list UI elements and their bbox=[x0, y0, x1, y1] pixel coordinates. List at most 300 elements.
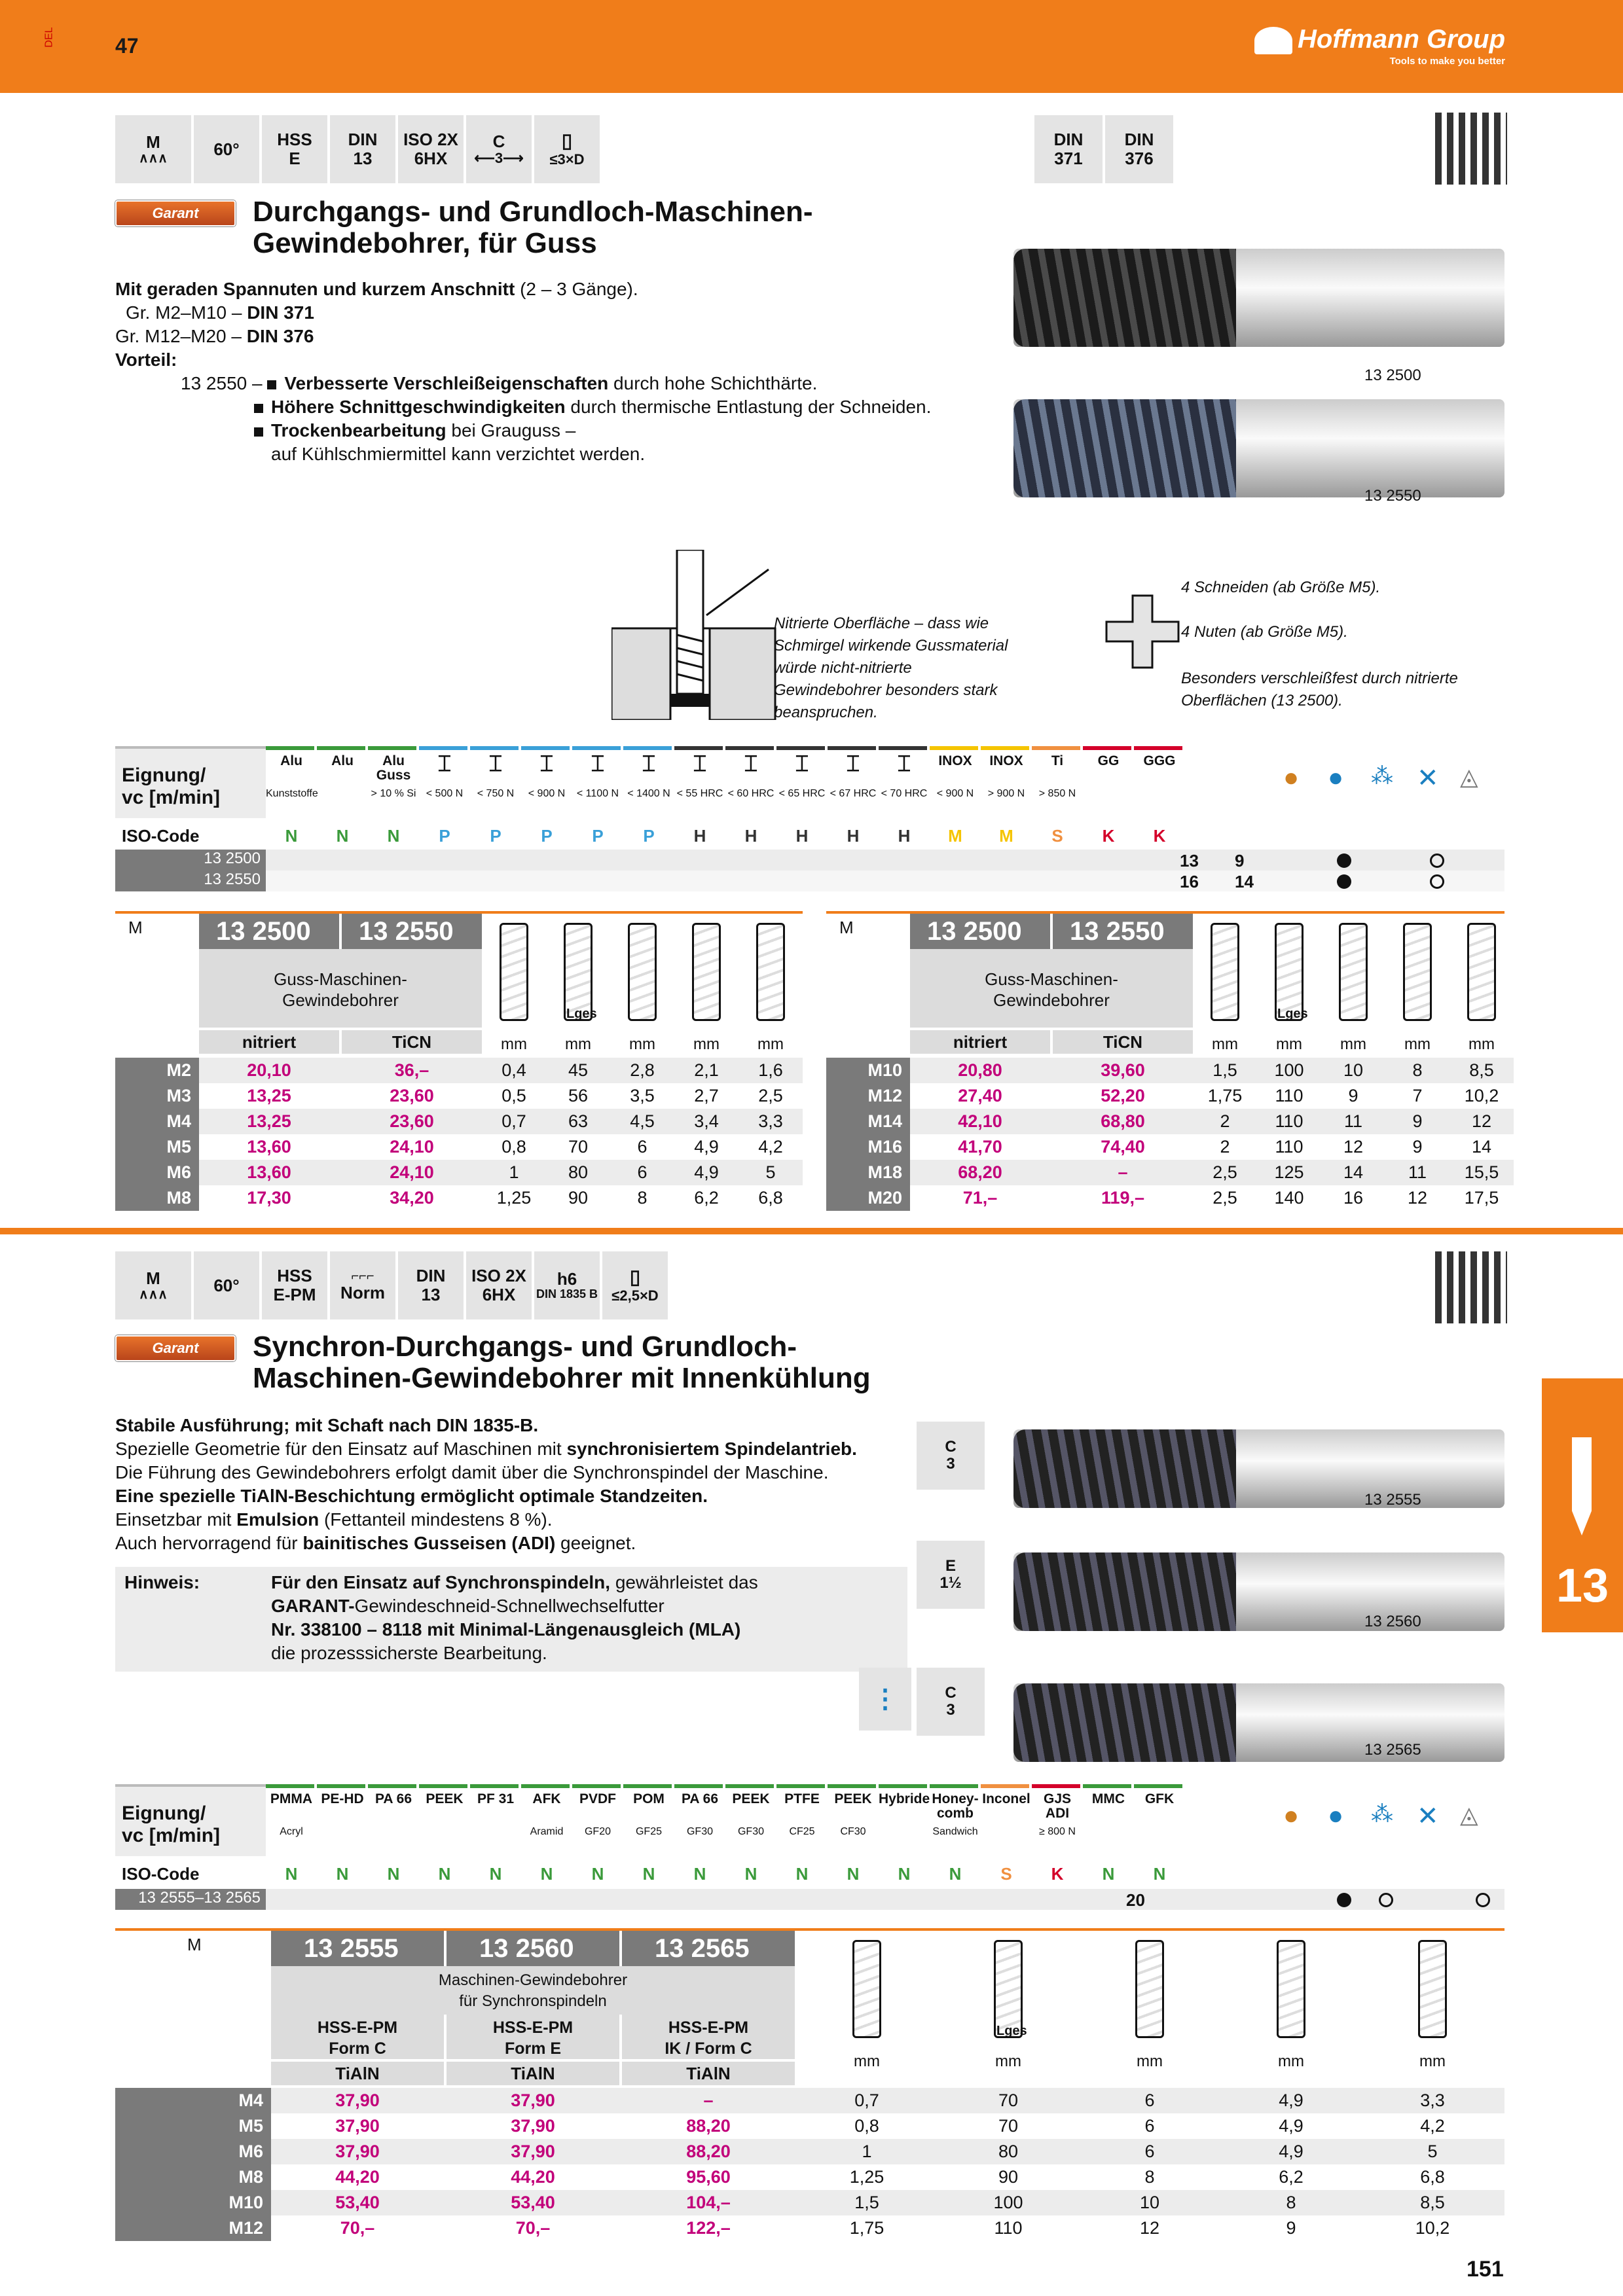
ggg-val-1: 9 bbox=[1235, 851, 1245, 870]
dim-cell: 80 bbox=[568, 1162, 589, 1182]
dot-full bbox=[1337, 874, 1351, 889]
dim-cell: 2,8 bbox=[630, 1060, 655, 1080]
dim-cell: 2,7 bbox=[694, 1086, 719, 1105]
dim-cell: 8,5 bbox=[1420, 2193, 1445, 2212]
price-cell: 13,25 bbox=[247, 1086, 291, 1105]
unit-cell: mm bbox=[1212, 1035, 1238, 1053]
spec-icons-2 bbox=[115, 1251, 668, 1319]
dim-cell: 11 bbox=[1408, 1162, 1427, 1182]
material-col-title: PF 31 bbox=[477, 1791, 515, 1806]
dim-cell: 3,3 bbox=[758, 1111, 783, 1131]
material-col-title: PEEK bbox=[732, 1791, 770, 1806]
tap-image-132500 bbox=[1013, 249, 1504, 347]
dim-cell: 3,4 bbox=[694, 1111, 719, 1131]
sub-header-2: TiCN bbox=[342, 1030, 482, 1054]
dim-cell: 3,3 bbox=[1420, 2090, 1445, 2110]
material-col-title: Alu bbox=[331, 753, 354, 768]
price-cell: 23,60 bbox=[390, 1086, 434, 1105]
price-cell: 39,60 bbox=[1101, 1060, 1145, 1080]
price-cell: 74,40 bbox=[1101, 1137, 1145, 1157]
material-col-title: Inconel bbox=[982, 1791, 1030, 1806]
material-col-title: Alu bbox=[280, 753, 302, 768]
metric-thread-icon: M ∧∧∧ bbox=[115, 1251, 191, 1319]
dim-cell: 2,1 bbox=[694, 1060, 719, 1080]
unit-cell: mm bbox=[501, 1035, 527, 1053]
size-cell: M10 bbox=[826, 1058, 910, 1083]
dim-cell: 9 bbox=[1286, 2218, 1296, 2238]
tool-caption-132550: 13 2550 bbox=[1364, 487, 1421, 505]
material-col-sub: < 55 HRC bbox=[676, 788, 723, 799]
dim-cell: 9 bbox=[1348, 1086, 1359, 1105]
price-cell: 53,40 bbox=[511, 2193, 555, 2212]
dim-cell: 110 bbox=[1275, 1086, 1304, 1105]
iso-code-cell: N bbox=[1153, 1864, 1166, 1884]
dim-cell: 7 bbox=[1412, 1086, 1423, 1105]
unit-cell: mm bbox=[1419, 2053, 1446, 2070]
dim-cell: 8 bbox=[1412, 1060, 1423, 1080]
dim-cell: 4,9 bbox=[694, 1162, 719, 1182]
sub-header-1: nitriert bbox=[199, 1030, 339, 1054]
dim-cell: 12 bbox=[1343, 1137, 1364, 1157]
material-col-bar bbox=[419, 1784, 467, 1788]
dim-cell: 2,5 bbox=[1213, 1188, 1237, 1208]
iso-code-cell: N bbox=[591, 1864, 604, 1884]
nitride-note: Nitrierte Oberfläche – dass wie Schmirgel wirkende Gussmaterial würde nicht-nitrierte Gewindebohrer besonders stark beanspruchen. bbox=[774, 615, 1008, 721]
din-icons bbox=[1034, 115, 1173, 183]
form-e-icon: E 1½ bbox=[917, 1541, 985, 1609]
price-cell: 23,60 bbox=[390, 1111, 434, 1131]
dim-cell: 0,7 bbox=[501, 1111, 526, 1131]
dot-full bbox=[1337, 1893, 1351, 1907]
angle-icon: 60° bbox=[194, 115, 259, 183]
material-col-bar bbox=[879, 746, 927, 750]
desc-line-2: Gewindebohrer bbox=[282, 990, 399, 1010]
norm-icon: ⌐⌐⌐ Norm bbox=[330, 1251, 395, 1319]
iso-code-cell: N bbox=[438, 1864, 451, 1884]
material-col-title: PTFE bbox=[784, 1791, 820, 1806]
chapter-tab[interactable] bbox=[1542, 1378, 1623, 1632]
material-col-bar bbox=[368, 1784, 416, 1788]
square-icon bbox=[1403, 923, 1432, 1021]
iso-code-cell: N bbox=[336, 1864, 349, 1884]
form-header bbox=[271, 2015, 444, 2059]
dim-cell: 2,5 bbox=[1213, 1162, 1237, 1182]
material-col-bar bbox=[776, 746, 825, 750]
dim-cell: 2 bbox=[1220, 1111, 1230, 1131]
iso-code-label: ISO-Code bbox=[122, 826, 200, 846]
dim-cell: 6 bbox=[1144, 2090, 1155, 2110]
material-col-sub: GF25 bbox=[635, 1826, 662, 1837]
shank-diameter-icon bbox=[1339, 923, 1368, 1021]
material-col-bar bbox=[776, 1784, 825, 1788]
iso-code-cell: N bbox=[693, 1864, 706, 1884]
price-cell: 13,60 bbox=[247, 1137, 291, 1157]
lges-label: Lges bbox=[996, 2024, 1027, 2038]
price-cell: 71,– bbox=[962, 1188, 998, 1208]
material-col-bar bbox=[623, 1784, 672, 1788]
price-cell: 20,80 bbox=[958, 1060, 1002, 1080]
price-cell: – bbox=[1118, 1162, 1128, 1182]
dim-cell: 80 bbox=[998, 2142, 1019, 2161]
price-cell: 37,90 bbox=[511, 2116, 555, 2136]
material-glyph-icon: ⌶ bbox=[539, 751, 554, 776]
material-col-sub: < 70 HRC bbox=[881, 788, 928, 799]
dim-cell: 2 bbox=[1220, 1137, 1230, 1157]
spec-icons-1 bbox=[115, 115, 600, 183]
iso-code-cell: N bbox=[1102, 1864, 1115, 1884]
iso-code-cell: P bbox=[541, 826, 553, 846]
material-col-sub: < 500 N bbox=[426, 788, 464, 799]
dim-cell: 14 bbox=[1471, 1137, 1492, 1157]
emulsion-icon: ● bbox=[1328, 763, 1344, 792]
dim-cell: 4,2 bbox=[1420, 2116, 1445, 2136]
metric-thread-icon: M ∧∧∧ bbox=[115, 115, 191, 183]
lges-label: Lges bbox=[1277, 1007, 1308, 1021]
dim-cell: 12 bbox=[1407, 1188, 1428, 1208]
size-cell: M6 bbox=[115, 1160, 199, 1185]
dim-cell: 9 bbox=[1412, 1137, 1423, 1157]
price-cell: 68,80 bbox=[1101, 1111, 1145, 1131]
air-icon: ◬ bbox=[1460, 1801, 1478, 1828]
material-col-title: GFK bbox=[1144, 1791, 1175, 1806]
tap-image-132550 bbox=[1013, 399, 1504, 497]
dim-cell: 100 bbox=[1274, 1060, 1304, 1080]
dim-cell: 9 bbox=[1412, 1111, 1423, 1131]
material-col-bar bbox=[981, 746, 1029, 750]
iso-code-cell: K bbox=[1102, 826, 1115, 846]
iso-code-cell: P bbox=[439, 826, 450, 846]
material-col-sub: CF30 bbox=[840, 1826, 866, 1837]
din-icon: DIN 13 bbox=[330, 115, 395, 183]
dim-cell: 6 bbox=[637, 1137, 647, 1157]
chamfer-icon: C ⟵3⟶ bbox=[466, 115, 532, 183]
price-cell: 104,– bbox=[686, 2193, 731, 2212]
material-glyph-icon: ⌶ bbox=[744, 751, 758, 776]
material-col-bar bbox=[879, 1784, 927, 1788]
air-icon: ◬ bbox=[1460, 763, 1478, 790]
desc-line-2: Gewindebohrer bbox=[993, 990, 1110, 1010]
size-cell: M5 bbox=[115, 1134, 199, 1160]
desc-line-2: für Synchronspindeln bbox=[459, 1992, 607, 2010]
dim-cell: 8 bbox=[1144, 2167, 1155, 2187]
iso-code-cell: M bbox=[948, 826, 962, 846]
unit-cell: mm bbox=[629, 1035, 655, 1053]
dim-cell: 0,4 bbox=[501, 1060, 526, 1080]
product-desc bbox=[199, 949, 482, 1028]
note-flutes: 4 Nuten (ab Größe M5). bbox=[1181, 623, 1348, 641]
material-col-title: PA 66 bbox=[374, 1791, 412, 1806]
price-cell: 20,10 bbox=[247, 1060, 291, 1080]
material-col-bar bbox=[1032, 1784, 1080, 1788]
dim-cell: 6,8 bbox=[1420, 2167, 1445, 2187]
dim-cell: 1,75 bbox=[1207, 1086, 1243, 1105]
material-col-bar bbox=[266, 746, 314, 750]
price-cell: 88,20 bbox=[686, 2116, 731, 2136]
unit-cell: mm bbox=[1137, 2053, 1163, 2070]
price-cell: 53,40 bbox=[335, 2193, 380, 2212]
material-col-sub: > 10 % Si bbox=[371, 788, 416, 799]
dim-cell: 5 bbox=[765, 1162, 776, 1182]
brand-logo bbox=[1254, 25, 1505, 67]
material-col-title: GGG bbox=[1143, 753, 1176, 768]
dim-cell: 1 bbox=[862, 2142, 872, 2161]
price-cell: 119,– bbox=[1101, 1188, 1145, 1208]
material-col-title: Hybride bbox=[879, 1791, 930, 1806]
dim-cell: 0,7 bbox=[854, 2090, 879, 2110]
dim-cell: 4,5 bbox=[630, 1111, 655, 1131]
form-line-2: Form C bbox=[329, 2039, 386, 2058]
form-c-icon: C 3 bbox=[917, 1422, 985, 1490]
article-header-1: 13 2500 bbox=[910, 914, 1050, 949]
unit-cell: mm bbox=[1276, 1035, 1302, 1053]
dim-cell: 4,2 bbox=[758, 1137, 783, 1157]
material-col-title: GJS ADI bbox=[1043, 1791, 1072, 1821]
note-cutting-edges: 4 Schneiden (ab Größe M5). bbox=[1181, 579, 1381, 596]
tap-in-hole-diagram bbox=[611, 550, 782, 720]
tap-image-132565 bbox=[1013, 1683, 1504, 1762]
del-mark: DEL bbox=[43, 27, 55, 48]
material-col-title: INOX bbox=[989, 753, 1023, 768]
material-col-title: Honey-comb bbox=[932, 1791, 979, 1821]
dim-cell: 6 bbox=[1144, 2116, 1155, 2136]
material-col-sub: Acryl bbox=[280, 1826, 303, 1837]
price-cell: 24,10 bbox=[390, 1162, 434, 1182]
brand-name: Hoffmann Group bbox=[1297, 25, 1505, 54]
price-cell: 37,90 bbox=[511, 2142, 555, 2161]
iso-code-cell: H bbox=[795, 826, 809, 846]
thread-profile-icon bbox=[500, 923, 528, 1021]
dim-cell: 14 bbox=[1343, 1162, 1364, 1182]
drill-hole-icon bbox=[1467, 923, 1496, 1021]
size-cell: M8 bbox=[115, 1185, 199, 1211]
garant-logo: Garant bbox=[115, 1335, 236, 1361]
hint-label: Hinweis: bbox=[124, 1572, 200, 1592]
garant-logo: Garant bbox=[115, 200, 236, 226]
unit-cell: mm bbox=[1340, 1035, 1366, 1053]
suit-row-132500: 13 2500 bbox=[115, 850, 266, 870]
hint-text: Für den Einsatz auf Synchronspindeln, gewährleistet das GARANT-Gewindeschneid-Schnellwechselfutter Nr. 338100 – 8118 mit Minimal-Längenausgleich (MLA) die prozesssicherste Bearbeitung. bbox=[271, 1572, 758, 1663]
price-cell: – bbox=[703, 2090, 714, 2110]
price-cell: 27,40 bbox=[958, 1086, 1002, 1105]
iso-code-label: ISO-Code bbox=[122, 1864, 200, 1884]
material-col-bar bbox=[419, 746, 467, 750]
price-cell: 37,90 bbox=[335, 2116, 380, 2136]
article-header: 13 2565 bbox=[622, 1931, 795, 1966]
gg-val-1: 13 bbox=[1180, 851, 1199, 870]
material-col-sub: GF20 bbox=[584, 1826, 611, 1837]
price-cell: 37,90 bbox=[335, 2090, 380, 2110]
form-c-icon-2: C 3 bbox=[917, 1668, 985, 1736]
dim-cell: 16 bbox=[1343, 1188, 1364, 1208]
material-col-sub: < 750 N bbox=[477, 788, 515, 799]
dim-cell: 12 bbox=[1471, 1111, 1492, 1131]
iso-code-cell: H bbox=[847, 826, 860, 846]
material-col-title: POM bbox=[633, 1791, 665, 1806]
dim-cell: 110 bbox=[1275, 1137, 1304, 1157]
unit-cell: mm bbox=[565, 1035, 591, 1053]
dim-cell: 6,8 bbox=[758, 1188, 783, 1208]
price-cell: 24,10 bbox=[390, 1137, 434, 1157]
shank-diameter-icon bbox=[1135, 1940, 1164, 2038]
size-cell: M14 bbox=[826, 1109, 910, 1134]
dim-cell: 1,5 bbox=[854, 2193, 879, 2212]
dim-cell: 10 bbox=[1343, 1060, 1364, 1080]
form-line-1: HSS-E-PM bbox=[668, 2018, 749, 2037]
material-col-sub: > 850 N bbox=[1038, 788, 1076, 799]
price-cell: 37,90 bbox=[335, 2142, 380, 2161]
section-divider bbox=[0, 1228, 1623, 1234]
material-col-title: PA 66 bbox=[681, 1791, 719, 1806]
iso-code-cell: P bbox=[592, 826, 604, 846]
dim-cell: 110 bbox=[1275, 1111, 1304, 1131]
iso-code-cell: N bbox=[387, 826, 400, 846]
dim-cell: 90 bbox=[998, 2167, 1019, 2187]
tolerance-icon: ISO 2X 6HX bbox=[466, 1251, 532, 1319]
dim-cell: 1 bbox=[509, 1162, 519, 1182]
product-title-2: Synchron-Durchgangs- und Grundloch- Maschinen-Gewindebohrer mit Innenkühlung bbox=[253, 1331, 871, 1394]
din-icon: DIN 13 bbox=[398, 1251, 464, 1319]
dim-cell: 70 bbox=[568, 1137, 589, 1157]
dim-cell: 140 bbox=[1274, 1188, 1304, 1208]
unit-cell: mm bbox=[854, 2053, 880, 2070]
iso-code-cell: N bbox=[387, 1864, 400, 1884]
unit-cell: mm bbox=[1404, 1035, 1431, 1053]
dim-cell: 11 bbox=[1343, 1111, 1363, 1131]
dim-cell: 6 bbox=[1144, 2142, 1155, 2161]
no-coolant-icon: ✕ bbox=[1417, 1802, 1439, 1831]
iso-code-cell: N bbox=[795, 1864, 809, 1884]
sub-header-2: TiCN bbox=[1053, 1030, 1193, 1054]
price-cell: 34,20 bbox=[390, 1188, 434, 1208]
material-col-bar bbox=[725, 746, 774, 750]
material-col-sub: < 900 N bbox=[936, 788, 974, 799]
dot-ring bbox=[1379, 1893, 1393, 1907]
size-cell: M2 bbox=[115, 1058, 199, 1083]
ggg-val-2: 14 bbox=[1235, 872, 1254, 891]
iso-code-cell: N bbox=[949, 1864, 962, 1884]
material-col-bar bbox=[521, 746, 570, 750]
dry-icon: ● bbox=[1283, 1801, 1300, 1830]
page-number-left: 47 bbox=[115, 34, 139, 58]
tolerance-icon: ISO 2X 6HX bbox=[398, 115, 464, 183]
dim-cell: 12 bbox=[1139, 2218, 1160, 2238]
price-cell: 42,10 bbox=[958, 1111, 1002, 1131]
material-col-sub: < 900 N bbox=[528, 788, 566, 799]
iso-code-cell: N bbox=[898, 1864, 911, 1884]
material-col-sub: GF30 bbox=[737, 1826, 764, 1837]
material-glyph-icon: ⌶ bbox=[693, 751, 707, 776]
desc-line-1: Maschinen-Gewindebohrer bbox=[438, 1971, 628, 1989]
dim-cell: 125 bbox=[1274, 1162, 1304, 1182]
material-glyph-icon: ⌶ bbox=[795, 751, 809, 776]
size-cell: M8 bbox=[115, 2164, 271, 2190]
iso-code-cell: N bbox=[847, 1864, 860, 1884]
unit-cell: mm bbox=[1278, 2053, 1304, 2070]
dim-cell: 1,6 bbox=[758, 1060, 783, 1080]
size-cell: M12 bbox=[115, 2215, 271, 2241]
dim-cell: 90 bbox=[568, 1188, 589, 1208]
col-m: M bbox=[128, 918, 143, 937]
dim-cell: 1,25 bbox=[496, 1188, 532, 1208]
form-line-2: Form E bbox=[504, 2039, 562, 2058]
iso-code-cell: S bbox=[1051, 826, 1063, 846]
depth-icon: ▯ ≤3×D bbox=[534, 115, 600, 183]
article-header-2: 13 2550 bbox=[342, 914, 482, 949]
form-line-2: IK / Form C bbox=[665, 2039, 752, 2058]
iso-code-cell: K bbox=[1051, 1864, 1064, 1884]
price-cell: 13,60 bbox=[247, 1162, 291, 1182]
dim-cell: 10,2 bbox=[1464, 1086, 1499, 1105]
dim-cell: 5 bbox=[1427, 2142, 1438, 2161]
dim-cell: 0,8 bbox=[501, 1137, 526, 1157]
dim-cell: 0,5 bbox=[501, 1086, 526, 1105]
dim-cell: 4,9 bbox=[1279, 2142, 1304, 2161]
product-title-1: Durchgangs- und Grundloch-Maschinen- Gewindebohrer, für Guss bbox=[253, 196, 813, 259]
lges-label: Lges bbox=[566, 1007, 597, 1021]
material-col-sub: < 65 HRC bbox=[778, 788, 826, 799]
brand-tagline: Tools to make you better bbox=[1389, 56, 1505, 67]
dot-ring bbox=[1476, 1893, 1490, 1907]
material-col-title: PMMA bbox=[270, 1791, 313, 1806]
tool-caption-132560: 13 2560 bbox=[1364, 1613, 1421, 1630]
tap-icon bbox=[1565, 1437, 1598, 1535]
material-col-title: INOX bbox=[938, 753, 972, 768]
article-header: 13 2555 bbox=[271, 1931, 444, 1966]
material-col-bar bbox=[674, 1784, 723, 1788]
price-cell: 41,70 bbox=[958, 1137, 1002, 1157]
material-icon: HSS E-PM bbox=[262, 1251, 327, 1319]
dim-cell: 1,25 bbox=[849, 2167, 884, 2187]
product-desc bbox=[271, 1966, 795, 2015]
dim-cell: 110 bbox=[994, 2218, 1023, 2238]
unit-cell: mm bbox=[1468, 1035, 1495, 1053]
internal-cooling-icon: ⋮ bbox=[859, 1668, 911, 1731]
mql-icon: ⁂ bbox=[1371, 1802, 1393, 1827]
iso-code-cell: K bbox=[1153, 826, 1166, 846]
size-cell: M3 bbox=[115, 1083, 199, 1109]
price-cell: 17,30 bbox=[247, 1188, 291, 1208]
material-col-title: MMC bbox=[1091, 1791, 1125, 1806]
iso-code-cell: M bbox=[999, 826, 1013, 846]
dim-cell: 56 bbox=[568, 1086, 589, 1105]
emulsion-icon: ● bbox=[1328, 1801, 1344, 1830]
dim-cell: 8 bbox=[637, 1188, 647, 1208]
material-col-bar bbox=[725, 1784, 774, 1788]
qr-code-icon[interactable] bbox=[1435, 113, 1507, 185]
din-376-icon: DIN 376 bbox=[1105, 115, 1173, 183]
qr-code-icon[interactable] bbox=[1435, 1251, 1507, 1323]
article-header: 13 2560 bbox=[447, 1931, 619, 1966]
size-cell: M10 bbox=[115, 2190, 271, 2215]
iso-code-cell: N bbox=[489, 1864, 502, 1884]
dim-cell: 15,5 bbox=[1464, 1162, 1499, 1182]
material-glyph-icon: ⌶ bbox=[642, 751, 656, 776]
din-371-icon: DIN 371 bbox=[1034, 115, 1103, 183]
price-cell: 52,20 bbox=[1101, 1086, 1145, 1105]
gg-val-2: 16 bbox=[1180, 872, 1199, 891]
col-m: M bbox=[839, 918, 854, 937]
material-col-bar bbox=[981, 1784, 1029, 1788]
shank-diameter-icon bbox=[628, 923, 657, 1021]
dim-cell: 3,5 bbox=[630, 1086, 655, 1105]
drill-hole-icon bbox=[1418, 1940, 1447, 2038]
dim-cell: 17,5 bbox=[1464, 1188, 1499, 1208]
dim-cell: 100 bbox=[993, 2193, 1023, 2212]
description-2: Stabile Ausführung; mit Schaft nach DIN 1835-B. Spezielle Geometrie für den Einsatz auf Maschinen mit synchronisiertem Spindelantrieb. Die Führung des Gewindebohrers erfolgt damit über die Synchronspindel der Maschine. Eine spezielle TiAlN-Beschichtung ermöglicht optimale Standzeiten. Einsetzbar mit Emulsion (Fettanteil mindestens 8 %). Auch hervorragend für bainitisches Gusseisen (ADI) geeignet. bbox=[115, 1415, 857, 1553]
suit-row-art: 13 2555–13 2565 bbox=[115, 1889, 266, 1910]
material-col-bar bbox=[521, 1784, 570, 1788]
tap-image-132560 bbox=[1013, 1552, 1504, 1631]
